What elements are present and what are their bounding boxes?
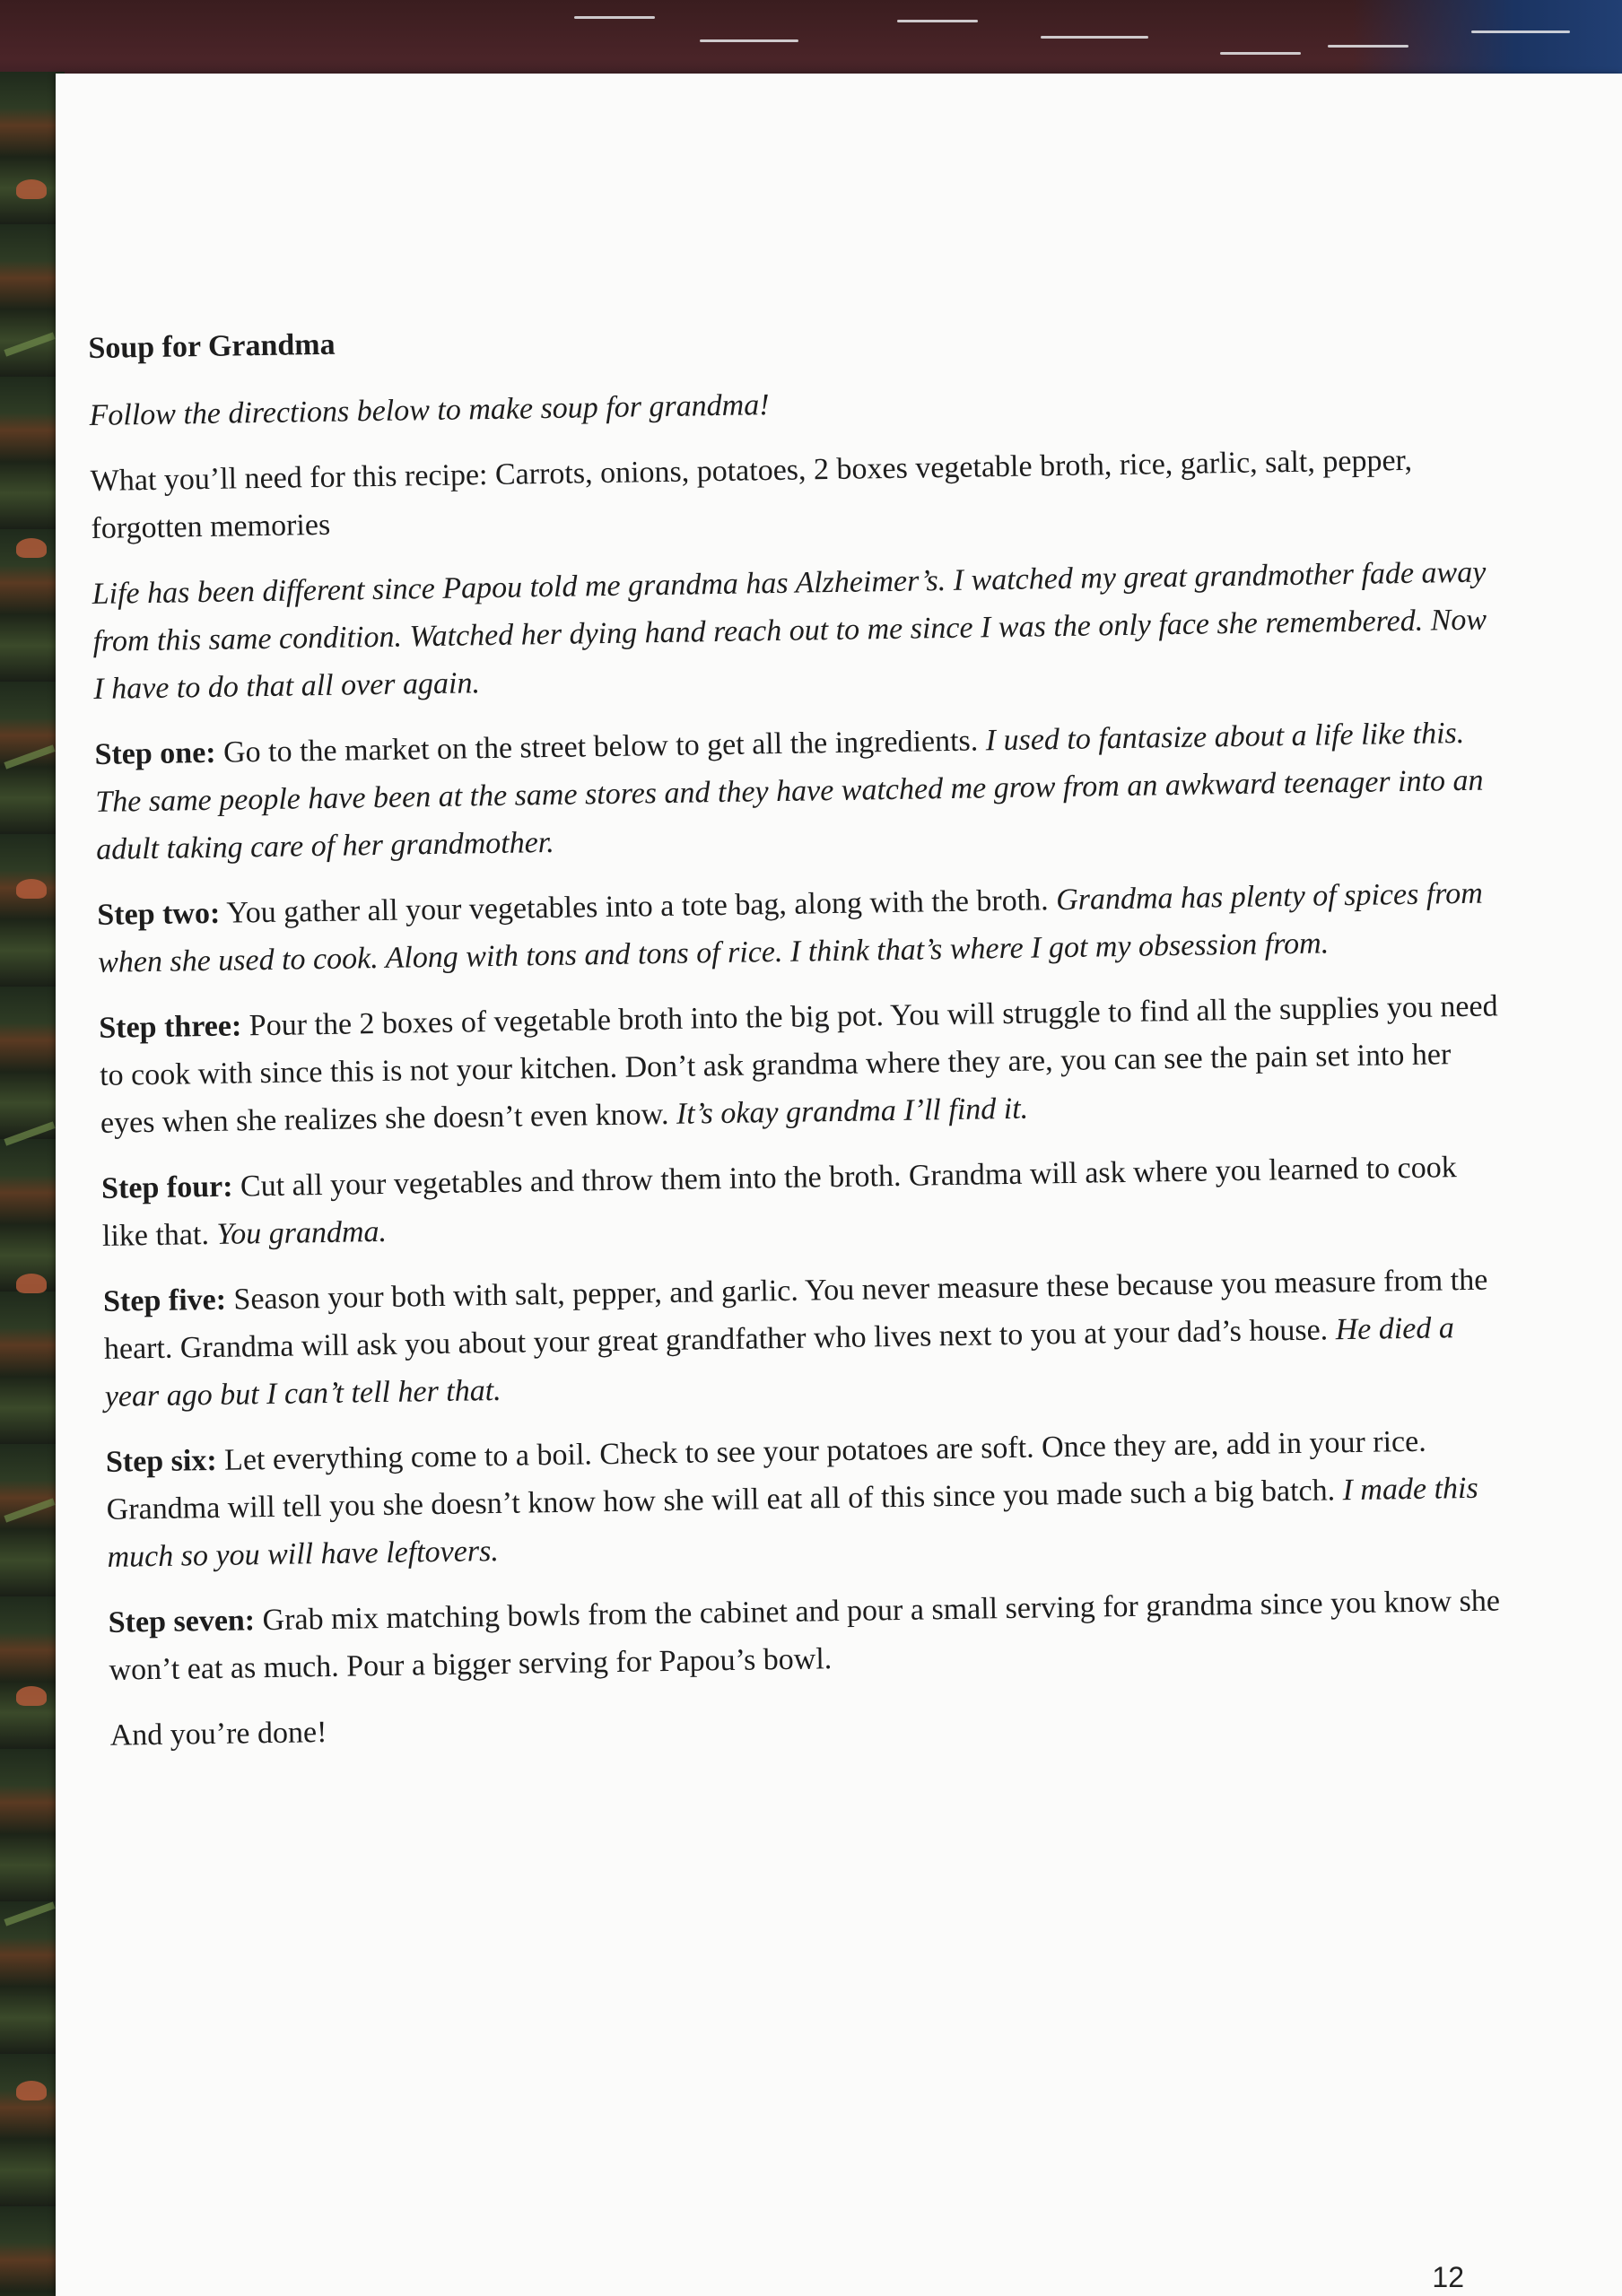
- step-reflection: He died a year ago but I can’t tell her that.: [104, 1311, 1455, 1413]
- stitch-mark: [700, 39, 798, 42]
- reflection-paragraph: Life has been different since Papou told me grandma has Alzheimer’s. I watched my great grandmother fade away from this same condition. Watched her dying hand reach out to me since I was the only face she remembered. Now I have to do that all over again.: [92, 555, 1487, 706]
- step-text: Let everything come to a boil. Check to see your potatoes are soft. Once they are, add in your rice. Grandma will tell you she doesn’t know how she will eat all of this since you made such a big batch.: [106, 1424, 1426, 1526]
- fern-decoration: [4, 1121, 55, 1145]
- step-reflection: It’s okay grandma I’ll find it.: [676, 1091, 1029, 1131]
- step-text: Pour the 2 boxes of vegetable broth into the big pot. You will struggle to find all the supplies you need to cook with since this is not your kitchen. Don’t ask grandma where they are, you can see the pain set into her eyes when she realizes she doesn’t even know.: [99, 989, 1498, 1140]
- step-one: [94, 709, 1496, 873]
- step-six: [106, 1416, 1507, 1580]
- step-reflection: I made this much so you will have leftovers.: [107, 1471, 1478, 1574]
- stitch-mark: [897, 20, 978, 22]
- ingredients-paragraph: What you’ll need for this recipe: Carrots, onions, potatoes, 2 boxes vegetable broth, rice, garlic, salt, pepper, forgotten memories: [90, 443, 1413, 545]
- document-body: [88, 302, 1510, 1777]
- step-label: Step two:: [97, 896, 221, 932]
- step-three: [99, 982, 1500, 1146]
- step-text: Grab mix matching bowls from the cabinet and pour a small serving for grandma since you know she won’t eat as much. Pour a bigger serving for Papou’s bowl.: [109, 1584, 1501, 1687]
- step-label: Step one:: [94, 735, 216, 771]
- mushroom-decoration: [16, 179, 47, 199]
- stitch-mark: [1471, 30, 1570, 33]
- step-seven: [108, 1577, 1508, 1693]
- mushroom-decoration: [16, 538, 47, 558]
- step-label: Step six:: [105, 1443, 217, 1479]
- step-label: Step three:: [99, 1009, 242, 1045]
- step-four: [101, 1143, 1502, 1259]
- step-text: You gather all your vegetables into a tote bag, along with the broth.: [226, 883, 1049, 930]
- fern-decoration: [4, 1498, 55, 1522]
- step-label: Step seven:: [108, 1604, 256, 1639]
- fern-decoration: [4, 744, 55, 769]
- mushroom-decoration: [16, 1274, 47, 1293]
- step-text: Season your both with salt, pepper, and garlic. You never measure these because you measure from the heart. Grandma will ask you about your great grandfather who lives next to you at your dad’s house.: [103, 1263, 1488, 1366]
- closing-line: And you’re done!: [109, 1716, 327, 1752]
- intro-line: Follow the directions below to make soup for grandma!: [89, 388, 770, 432]
- step-two: [97, 869, 1497, 986]
- page-number: 12: [1432, 2261, 1464, 2293]
- step-label: Step five:: [102, 1283, 227, 1318]
- step-five: [103, 1256, 1504, 1420]
- step-reflection: Grandma has plenty of spices from when she used to cook. Along with tons and tons of rice. I think that’s where I got my obsession from.: [97, 876, 1484, 979]
- stitch-mark: [1220, 52, 1301, 55]
- mushroom-decoration: [16, 1686, 47, 1706]
- mushroom-decoration: [16, 879, 47, 899]
- fern-decoration: [4, 1901, 55, 1926]
- stitch-mark: [1328, 45, 1408, 48]
- step-text: Go to the market on the street below to get all the ingredients.: [222, 724, 979, 770]
- document-title: Soup for Grandma: [88, 327, 336, 365]
- step-label: Step four:: [100, 1170, 233, 1205]
- mushroom-decoration: [16, 2081, 47, 2100]
- step-reflection: You grandma.: [216, 1214, 388, 1251]
- fern-decoration: [4, 332, 55, 356]
- step-reflection: I used to fantasize about a life like this. The same people have been at the same stores and they have watched me grow from an awkward teenager into an adult taking care of her grandmother.: [95, 716, 1484, 866]
- stitch-mark: [1041, 36, 1148, 39]
- step-text: Cut all your vegetables and throw them into the broth. Grandma will ask where you learned to cook like that.: [101, 1151, 1458, 1253]
- stitch-mark: [574, 16, 655, 19]
